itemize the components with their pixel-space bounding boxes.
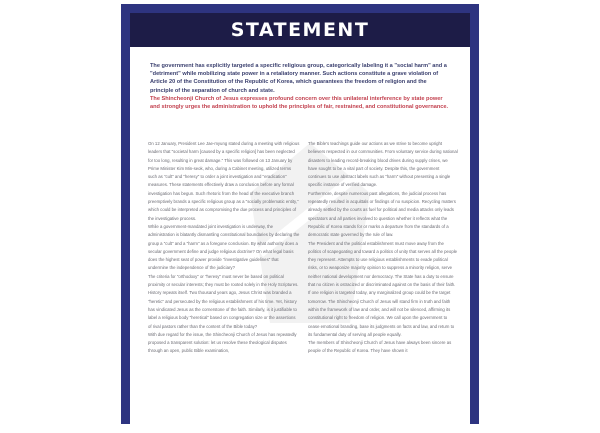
- page-title: STATEMENT: [230, 19, 370, 41]
- body-paragraph: With due regard for the issue, the Shincheonji Church of Jesus has repeatedly proposed a transparent solution: let us resolve these theological disputes through an open, public Bible examination,: [148, 331, 297, 354]
- intro-highlight-paragraph: The Shincheonji Church of Jesus expresses profound concern over this unilateral interference by state power and strongly urges the administration to uphold the principles of fair, restrained, and constitutional governance.: [150, 95, 449, 111]
- intro-section: [150, 62, 450, 111]
- statement-header: [130, 13, 470, 47]
- intro-paragraph: The government has explicitly targeted a specific religious group, categorically labeling it a "social harm" and a "detriment" while mobilizing state power in a retaliatory manner. Such actions constitute a grave violation of Article 20 of the Constitution of the Republic of Korea, which guarantees the freedom of religion and the principle of the separation of church and state.: [150, 63, 447, 94]
- body-paragraph: The President and the political establishment must move away from the politics of scapegoating and toward a politics of unity that serves all the people they represent. Attempts to use religious establishments to evade political risks, or to weaponize majority opinion to suppress a minority religion, serve neither national development nor democracy. The State has a duty to ensure that no citizen is ostracized or discriminated against on the basis of their faith.: [308, 240, 458, 288]
- body-paragraph: The members of Shincheonji Church of Jesus have always been sincere as people of the Republic of Korea. They have shown it: [308, 340, 452, 354]
- body-paragraph: History repeats itself. Two thousand years ago, Jesus Christ was branded a "heretic" and persecuted by the religious establishment of his time. Yet, history has vindicated Jesus as the cornerstone of the faith. Similarly, is it justifiable to label a religious body "heretical" based on congregation size or the assertions of rival pastors rather than the content of the Bible today?: [148, 290, 297, 329]
- right-column: [308, 140, 458, 356]
- left-column: [148, 140, 300, 356]
- statement-frame: [121, 4, 479, 424]
- body-paragraph: If one religion is targeted today, any marginalized group could be the target tomorrow. The Shincheonji Church of Jesus will stand firm in truth and faith within the framework of law and order, and will not be silenced, affirming its constitutional right to freedom of religion. We call upon the government to cease emotional branding, base its judgments on facts and law, and return to its fundamental duty of serving all people equally.: [308, 290, 455, 337]
- statement-sheet: [130, 13, 470, 433]
- body-paragraph: Furthermore, despite numerous past allegations, the judicial process has repeatedly resulted in acquittals or findings of no suspicion. Recycling matters already settled by the courts as fuel for political and media attacks only leads spectators and all parties involved to question whether it reflects what the Republic of Korea stands for or marks a departure from the standards of a democratic state governed by the rule of law.: [308, 190, 456, 238]
- body-paragraph: While a government-mandated joint investigation is underway, the administration is blatantly dismantling constitutional boundaries by declaring the group a "cult" and a "harm" as a foregone conclusion. By what authority does a secular government define and judge religious doctrine? On what legal basis does the highest seat of power provide "investigative guidelines" that undermine the independence of the judiciary?: [148, 223, 300, 271]
- body-paragraph: On 12 January, President Lee Jae-myung stated during a meeting with religious leaders that "societal harm [caused by a specific religion] has been neglected for too long, resulting in great damage." This was followed on 13 January by Prime Minister Kim Min-seok, who, during a Cabinet meeting, utilized terms such as "cult" and "heresy" to order a joint investigation and "eradication" measures. These statements effectively draw a conclusion before any formal investigation has begun. Such rhetoric from the head of the executive branch preemptively brands a specific religious group as a "socially problematic entity," which could be interpreted as compromising the due process and principles of the investigative process.: [148, 141, 300, 221]
- body-paragraph: The Bible's teachings guide our actions as we strive to become upright believers respected in our communities. From voluntary service during national disasters to leading record-breaking blood drives during supply crises, we have sought to be a vital part of society. Despite this, the government continues to use abstract labels such as "harm" without presenting a single specific instance of verified damage.: [308, 141, 458, 188]
- body-paragraph: The criteria for "orthodoxy" or "heresy" must never be based on political proximity or secular interests; they must be rooted solely in the Holy Scriptures.: [148, 273, 299, 288]
